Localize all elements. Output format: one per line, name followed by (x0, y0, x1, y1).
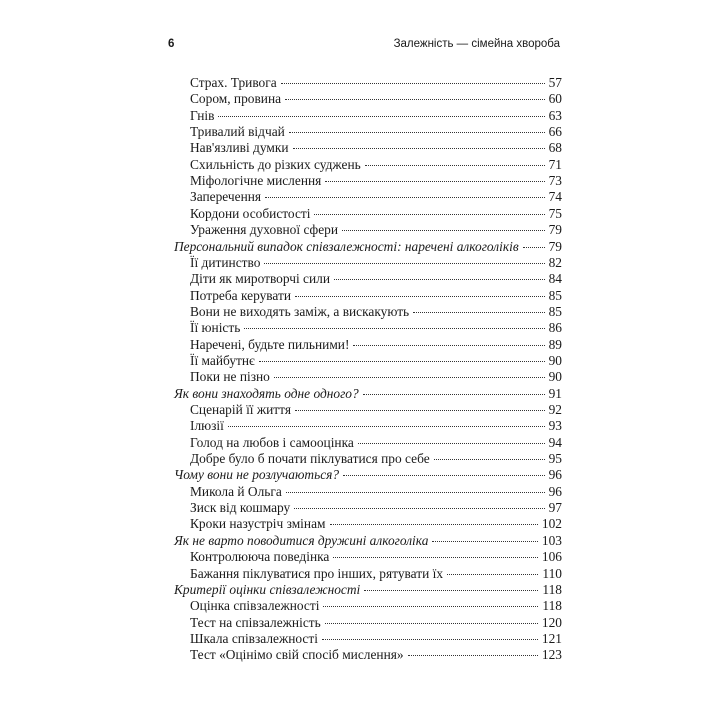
toc-entry-page: 74 (548, 189, 562, 205)
toc-entry (190, 74, 562, 91)
dot-leader (353, 345, 544, 346)
toc-entry-page: 57 (548, 75, 562, 90)
dot-leader (228, 426, 545, 427)
toc-entry (190, 287, 562, 304)
toc-entry-page: 79 (548, 222, 562, 238)
toc-entry-title: Ураження духовної сфери (190, 222, 339, 238)
page-header (168, 38, 560, 54)
toc-entry (190, 303, 562, 320)
toc-entry-title: Голод на любов і самооцінка (190, 434, 354, 450)
dot-leader (408, 655, 538, 656)
toc-entry-title: Потреба керувати (190, 287, 292, 303)
toc-entry (190, 483, 562, 500)
toc-entry (190, 254, 562, 271)
dot-leader (285, 99, 545, 100)
toc-entry (190, 548, 562, 565)
toc-entry (190, 646, 562, 663)
page-number: 6 (168, 38, 175, 50)
dot-leader (365, 165, 545, 166)
toc-section-entry (174, 581, 562, 598)
toc-entry-title: Заперечення (190, 189, 262, 205)
dot-leader (343, 475, 545, 476)
dot-leader (322, 639, 538, 640)
toc-entry-title: Критерії оцінки співзалежності (174, 581, 361, 597)
toc-entry-title: Її дитинство (190, 254, 261, 270)
toc-entry-page: 97 (548, 500, 562, 516)
toc-entry (190, 352, 562, 369)
toc-entry (190, 515, 562, 532)
toc-entry (190, 139, 562, 156)
toc-entry (190, 401, 562, 418)
dot-leader (447, 574, 538, 575)
toc-entry-title: Як вони знаходять одне одного? (174, 385, 359, 401)
toc-entry (190, 597, 562, 614)
toc-entry-title: Чому вони не розлучаються? (174, 467, 340, 483)
toc-entry (190, 172, 562, 189)
dot-leader (274, 377, 545, 378)
dot-leader (295, 410, 545, 411)
toc-entry-title: Оцінка співзалежності (190, 598, 320, 614)
dot-leader (364, 590, 538, 591)
toc-entry-page: 89 (548, 336, 562, 352)
toc-entry-page: 118 (542, 598, 562, 614)
toc-entry-page: 110 (542, 565, 562, 581)
toc-section-entry (174, 532, 562, 549)
toc-entry (190, 336, 562, 353)
toc-entry-title: Контролююча поведінка (190, 549, 330, 565)
toc-entry (190, 123, 562, 140)
toc-entry (190, 107, 562, 124)
toc-entry-title: Сором, провина (190, 91, 282, 107)
toc-entry-title: Страх. Тривога (190, 75, 277, 90)
toc-entry-title: Кордони особистості (190, 205, 311, 221)
dot-leader (323, 606, 538, 607)
dot-leader (264, 263, 544, 264)
dot-leader (523, 247, 545, 248)
toc-entry (190, 499, 562, 516)
dot-leader (432, 541, 537, 542)
dot-leader (295, 296, 545, 297)
dot-leader (363, 394, 545, 395)
dot-leader (289, 132, 545, 133)
toc-entry-page: 93 (548, 418, 562, 434)
toc-entry-page: 85 (548, 287, 562, 303)
toc-entry-page: 90 (548, 352, 562, 368)
toc-section-entry (174, 238, 562, 255)
toc-entry-page: 86 (548, 320, 562, 336)
toc-entry-title: Вони не виходять заміж, а вискакують (190, 303, 410, 319)
dot-leader (218, 116, 544, 117)
toc-entry (190, 221, 562, 238)
toc-entry-page: 123 (541, 647, 562, 663)
toc-entry-title: Діти як миротворчі сили (190, 271, 330, 287)
toc-entry-title: Як не варто поводитися дружині алкоголіка (174, 532, 429, 548)
dot-leader (330, 524, 538, 525)
toc-entry-page: 71 (548, 156, 562, 172)
toc-entry-page: 75 (548, 205, 562, 221)
toc-entry-page: 96 (548, 483, 562, 499)
toc-entry (190, 156, 562, 173)
toc-entry-title: Ілюзії (190, 418, 224, 434)
toc-entry-page: 68 (548, 140, 562, 156)
toc-entry-page: 103 (541, 532, 562, 548)
dot-leader (259, 361, 545, 362)
toc-entry-title: Нав'язливі думки (190, 140, 289, 156)
dot-leader (325, 181, 544, 182)
dot-leader (281, 83, 545, 84)
toc-entry-page: 60 (548, 91, 562, 107)
toc-entry-page: 92 (548, 402, 562, 417)
toc-entry-page: 82 (548, 254, 562, 270)
toc-entry-title: Тест на співзалежність (190, 614, 321, 630)
toc-section-entry (174, 466, 562, 483)
toc-entry-page: 118 (542, 581, 562, 597)
dot-leader (244, 328, 544, 329)
toc-entry-page: 84 (548, 271, 562, 287)
running-title: Залежність — сімейна хвороба (393, 38, 560, 50)
toc-section-entry (174, 385, 562, 402)
toc-entry-title: Її майбутнє (190, 352, 255, 368)
toc-entry (190, 205, 562, 222)
toc-entry-page: 73 (548, 173, 562, 189)
dot-leader (265, 197, 545, 198)
toc-entry-title: Кроки назустріч змінам (190, 516, 326, 532)
toc-entry-title: Сценарій її життя (190, 402, 291, 417)
dot-leader (334, 279, 545, 280)
toc-entry-page: 102 (541, 516, 562, 532)
toc-entry-title: Її юність (190, 320, 241, 336)
dot-leader (294, 508, 544, 509)
toc-entry (190, 188, 562, 205)
dot-leader (358, 443, 545, 444)
dot-leader (342, 230, 545, 231)
toc-entry-title: Шкала співзалежності (190, 630, 318, 646)
toc-entry-title: Поки не пізно (190, 369, 270, 385)
toc-entry-page: 94 (548, 434, 562, 450)
dot-leader (314, 214, 544, 215)
toc-entry-page: 91 (548, 385, 562, 401)
toc-entry-title: Тривалий відчай (190, 124, 285, 140)
toc-entry-page: 121 (541, 630, 562, 646)
toc-entry-title: Тест «Оцінімо свій спосіб мислення» (190, 647, 404, 663)
toc-entry-title: Схильність до різких суджень (190, 156, 361, 172)
toc-entry (190, 319, 562, 336)
toc-entry-title: Наречені, будьте пильними! (190, 336, 350, 352)
dot-leader (413, 312, 544, 313)
toc-entry-page: 79 (548, 238, 562, 254)
toc-entry-page: 85 (548, 303, 562, 319)
toc-entry (190, 368, 562, 385)
toc-entry (190, 630, 562, 647)
toc-entry-page: 95 (548, 451, 562, 467)
toc-entry-page: 96 (548, 467, 562, 483)
toc-entry (190, 90, 562, 107)
toc-entry-page: 120 (541, 614, 562, 630)
toc-entry (190, 565, 562, 582)
toc-entry-title: Зиск від кошмару (190, 500, 291, 516)
dot-leader (293, 148, 545, 149)
toc-entry-page: 66 (548, 124, 562, 140)
toc-entry-title: Персональний випадок співзалежності: наречені алкоголіків (174, 238, 519, 254)
toc-entry-title: Добре було б почати піклуватися про себе (190, 451, 430, 467)
toc-entry-title: Бажання піклуватися про інших, рятувати їх (190, 565, 444, 581)
toc-entry-title: Микола й Ольга (190, 483, 282, 499)
toc-entry-page: 90 (548, 369, 562, 385)
toc-entry (190, 450, 562, 467)
dot-leader (333, 557, 538, 558)
toc-entry-title: Гнів (190, 107, 215, 123)
toc-entry (190, 270, 562, 287)
toc-entry (190, 434, 562, 451)
dot-leader (286, 492, 545, 493)
dot-leader (434, 459, 545, 460)
toc-entry-page: 63 (548, 107, 562, 123)
dot-leader (325, 623, 538, 624)
toc-entry-title: Міфологічне мислення (190, 173, 322, 189)
toc-entry (190, 417, 562, 434)
toc-entry-page: 106 (541, 549, 562, 565)
toc-entry (190, 614, 562, 631)
